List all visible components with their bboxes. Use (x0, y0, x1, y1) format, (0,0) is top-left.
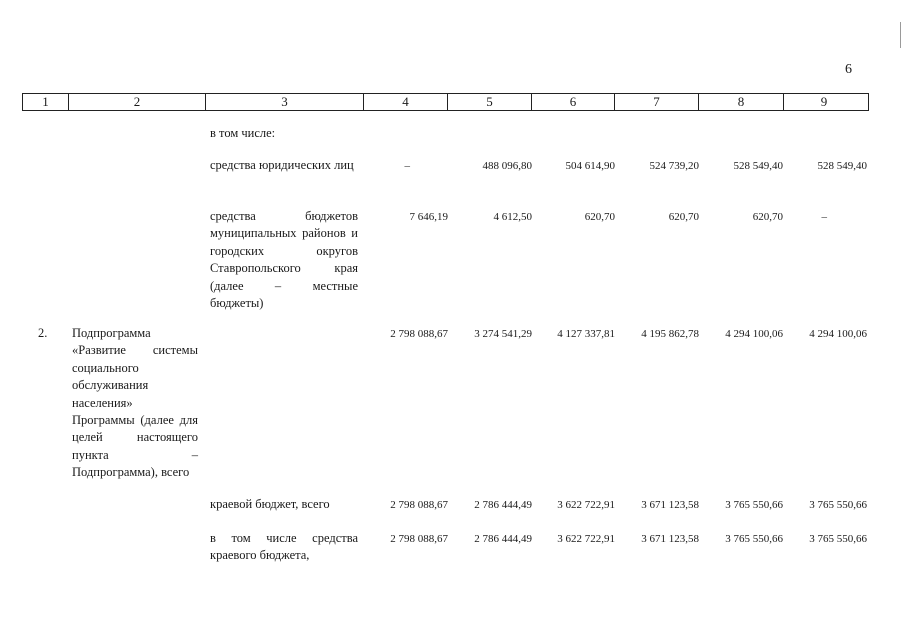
row1-value-col8: 528 549,40 (733, 160, 783, 172)
row3-value-col9: 4 294 100,06 (809, 328, 867, 340)
row3-value-col5: 3 274 541,29 (474, 328, 532, 340)
row5-value-col7: 3 671 123,58 (641, 533, 699, 545)
row2-value-col7: 620,70 (668, 211, 699, 223)
row2-value-col8: 620,70 (752, 211, 783, 223)
row4-value-col8: 3 765 550,66 (725, 499, 783, 511)
table-header-cell-6: 6 (532, 94, 615, 110)
row1-value-col9: 528 549,40 (817, 160, 867, 172)
table-header-cell-8: 8 (699, 94, 784, 110)
row-source-regional-budget-funds: в том числе средства краевого бюджета, (210, 531, 358, 563)
row2-value-col9: – (821, 211, 827, 223)
row-source-local-budgets: средства бюджетов муниципальных районов и городских округов Ставропольского края (далее – местные бюджеты) (210, 209, 358, 311)
row1-value-col4: – (404, 160, 410, 172)
row2-value-col4: 7 646,19 (409, 211, 448, 223)
row-source-regional-budget-total: краевой бюджет, всего (210, 497, 330, 511)
row-number-2: 2. (38, 326, 48, 340)
table-header-row (22, 93, 869, 111)
row2-value-col5: 4 612,50 (493, 211, 532, 223)
row4-value-col6: 3 622 722,91 (557, 499, 615, 511)
row1-value-col7: 524 739,20 (649, 160, 699, 172)
row5-value-col4: 2 798 088,67 (390, 533, 448, 545)
row5-value-col6: 3 622 722,91 (557, 533, 615, 545)
row4-value-col5: 2 786 444,49 (474, 499, 532, 511)
table-header-cell-1: 1 (23, 94, 69, 110)
row4-value-col4: 2 798 088,67 (390, 499, 448, 511)
row3-value-col4: 2 798 088,67 (390, 328, 448, 340)
page-edge-mark (900, 22, 901, 48)
table-header-cell-4: 4 (364, 94, 448, 110)
row3-value-col7: 4 195 862,78 (641, 328, 699, 340)
row4-value-col9: 3 765 550,66 (809, 499, 867, 511)
row-source-including: в том числе: (210, 126, 276, 140)
page-number: 6 (845, 62, 852, 77)
row5-value-col9: 3 765 550,66 (809, 533, 867, 545)
row-source-legal-entities: средства юридических лиц (210, 158, 354, 172)
row5-value-col8: 3 765 550,66 (725, 533, 783, 545)
row1-value-col6: 504 614,90 (565, 160, 615, 172)
table-header-cell-7: 7 (615, 94, 699, 110)
row-subprogram-name: Подпрограмма «Развитие системы социального обслуживания населения» Программы (далее для целей настоящего пункта – Подпрограмма), всего (72, 326, 198, 480)
row1-value-col5: 488 096,80 (482, 160, 532, 172)
table-header-cell-3: 3 (206, 94, 364, 110)
row3-value-col6: 4 127 337,81 (557, 328, 615, 340)
row3-value-col8: 4 294 100,06 (725, 328, 783, 340)
row2-value-col6: 620,70 (584, 211, 615, 223)
row4-value-col7: 3 671 123,58 (641, 499, 699, 511)
row5-value-col5: 2 786 444,49 (474, 533, 532, 545)
table-header-cell-9: 9 (820, 94, 828, 109)
table-header-cell-2: 2 (69, 94, 206, 110)
table-header-cell-5: 5 (448, 94, 532, 110)
